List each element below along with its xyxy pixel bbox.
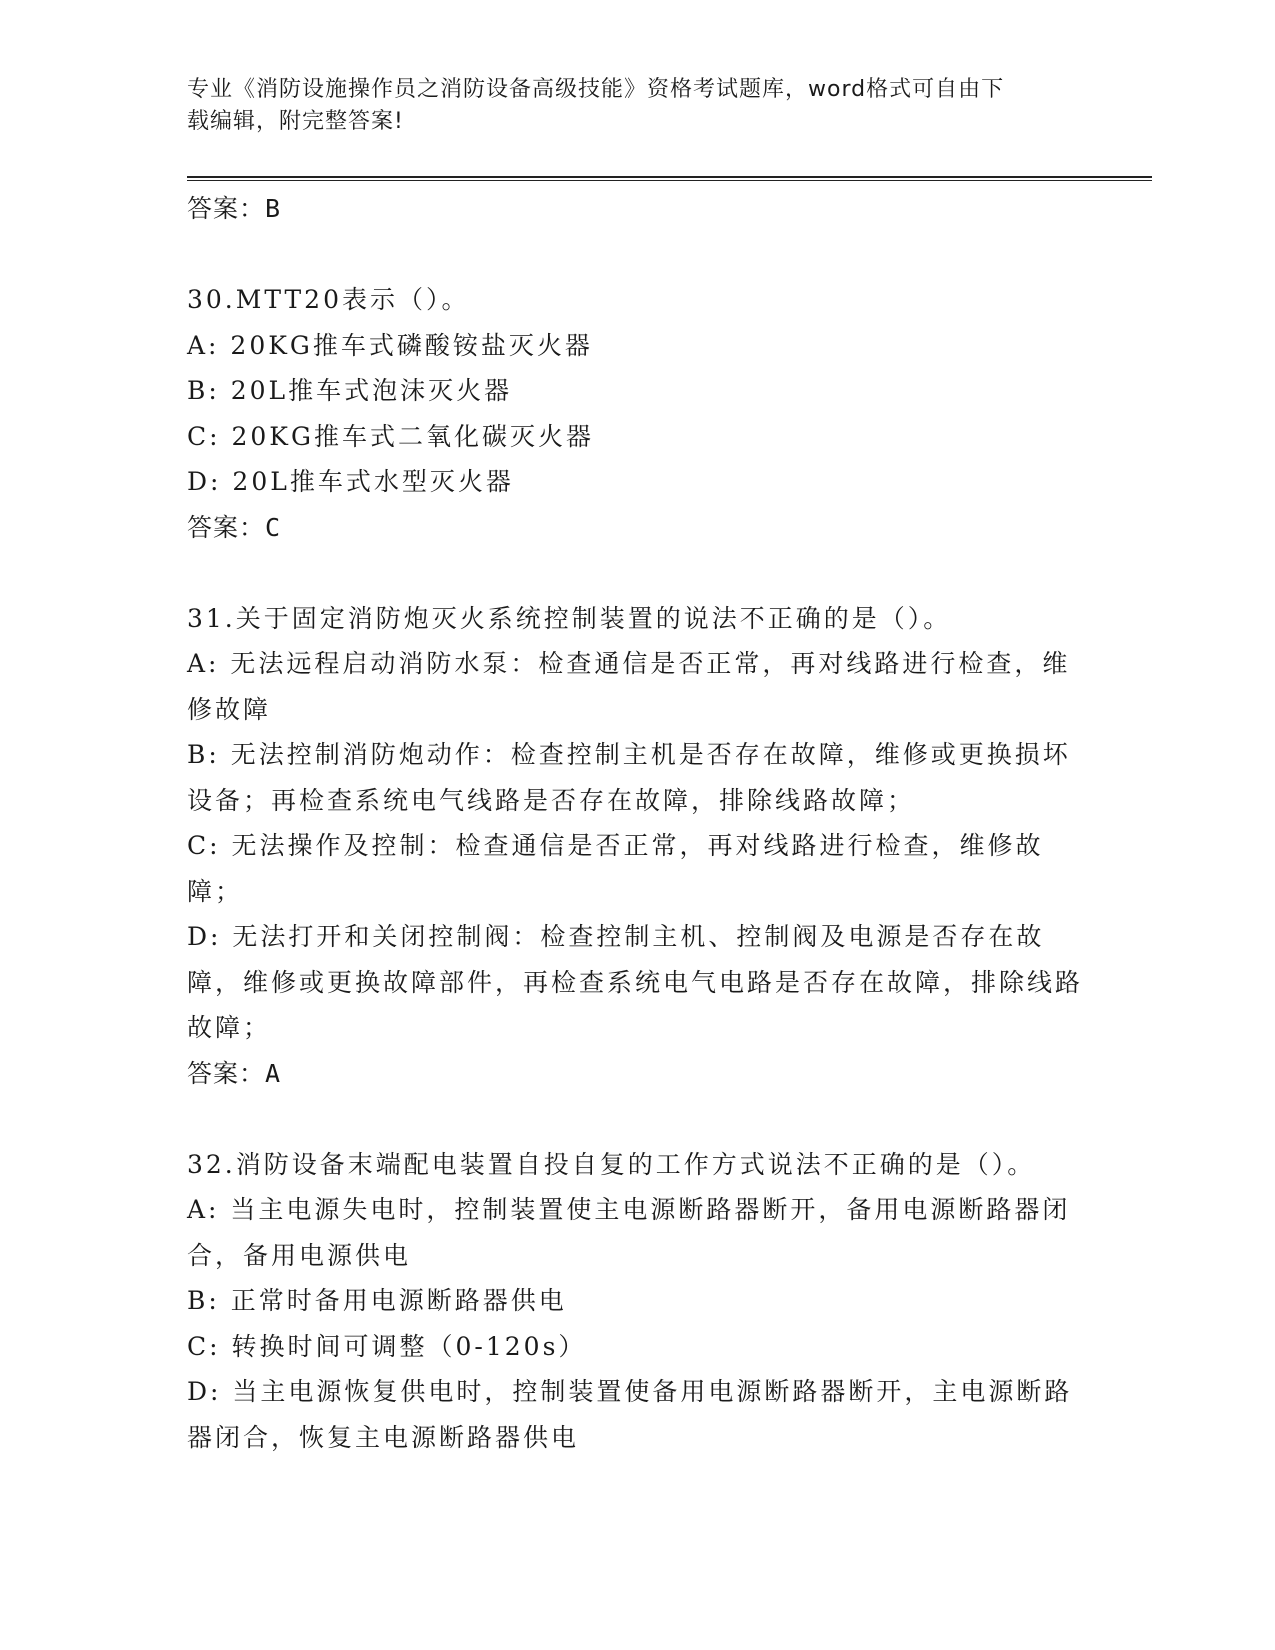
answer-label: 答案：: [187, 512, 266, 542]
option-b: B: 正常时备用电源断路器供电: [187, 1286, 567, 1315]
header-line-2: 载编辑，附完整答案!: [187, 109, 404, 134]
question-stem: 32.消防设备末端配电装置自投自复的工作方式说法不正确的是（）。: [187, 1149, 1036, 1179]
answer-value: B: [265, 194, 282, 223]
question-block: [187, 1142, 1087, 1461]
option-a: A: 20KG推车式磷酸铵盐灭火器: [187, 330, 593, 360]
option-b: B: 20L推车式泡沫灭火器: [187, 376, 513, 405]
question-stem: 31.关于固定消防炮灭火系统控制装置的说法不正确的是（）。: [187, 603, 952, 633]
option-d: D: 20L推车式水型灭火器: [187, 467, 514, 496]
option-c: C: 20KG推车式二氧化碳灭火器: [187, 421, 594, 451]
answer-label: 答案：: [187, 1058, 266, 1088]
question-block: [187, 596, 1087, 1097]
header-divider: [187, 176, 1152, 181]
option-a: A: 无法远程启动消防水泵：检查通信是否正常，再对线路进行检查，维修故障: [187, 649, 1071, 724]
document-header: [187, 74, 1067, 138]
option-d: D: 当主电源恢复供电时，控制装置使备用电源断路器断开，主电源断路器闭合，恢复主电源断路器供电: [187, 1377, 1073, 1452]
question-stem: 30.MTT20表示（）。: [187, 285, 470, 314]
answer-value: C: [265, 512, 282, 542]
answer-line: [187, 186, 1087, 232]
option-c: C: 转换时间可调整（0-120s）: [187, 1331, 587, 1361]
question-content: [187, 186, 1087, 1460]
option-d: D: 无法打开和关闭控制阀：检查控制主机、控制阀及电源是否存在故障，维修或更换故障部件，再检查系统电气电路是否存在故障，排除线路故障；: [187, 922, 1084, 1042]
option-c: C: 无法操作及控制：检查通信是否正常，再对线路进行检查，维修故障；: [187, 831, 1044, 906]
question-block: [187, 277, 1087, 551]
answer-line: [187, 505, 1087, 551]
option-a: A: 当主电源失电时，控制装置使主电源断路器断开，备用电源断路器闭合，备用电源供电: [187, 1195, 1071, 1270]
header-line-1: 专业《消防设施操作员之消防设备高级技能》资格考试题库，word格式可自由下: [187, 77, 1005, 102]
answer-value: A: [265, 1058, 282, 1088]
answer-line: [187, 1051, 1087, 1097]
answer-label: 答案：: [187, 194, 266, 223]
option-b: B: 无法控制消防炮动作：检查控制主机是否存在故障，维修或更换损坏设备；再检查系统电气线路是否存在故障，排除线路故障；: [187, 740, 1071, 815]
